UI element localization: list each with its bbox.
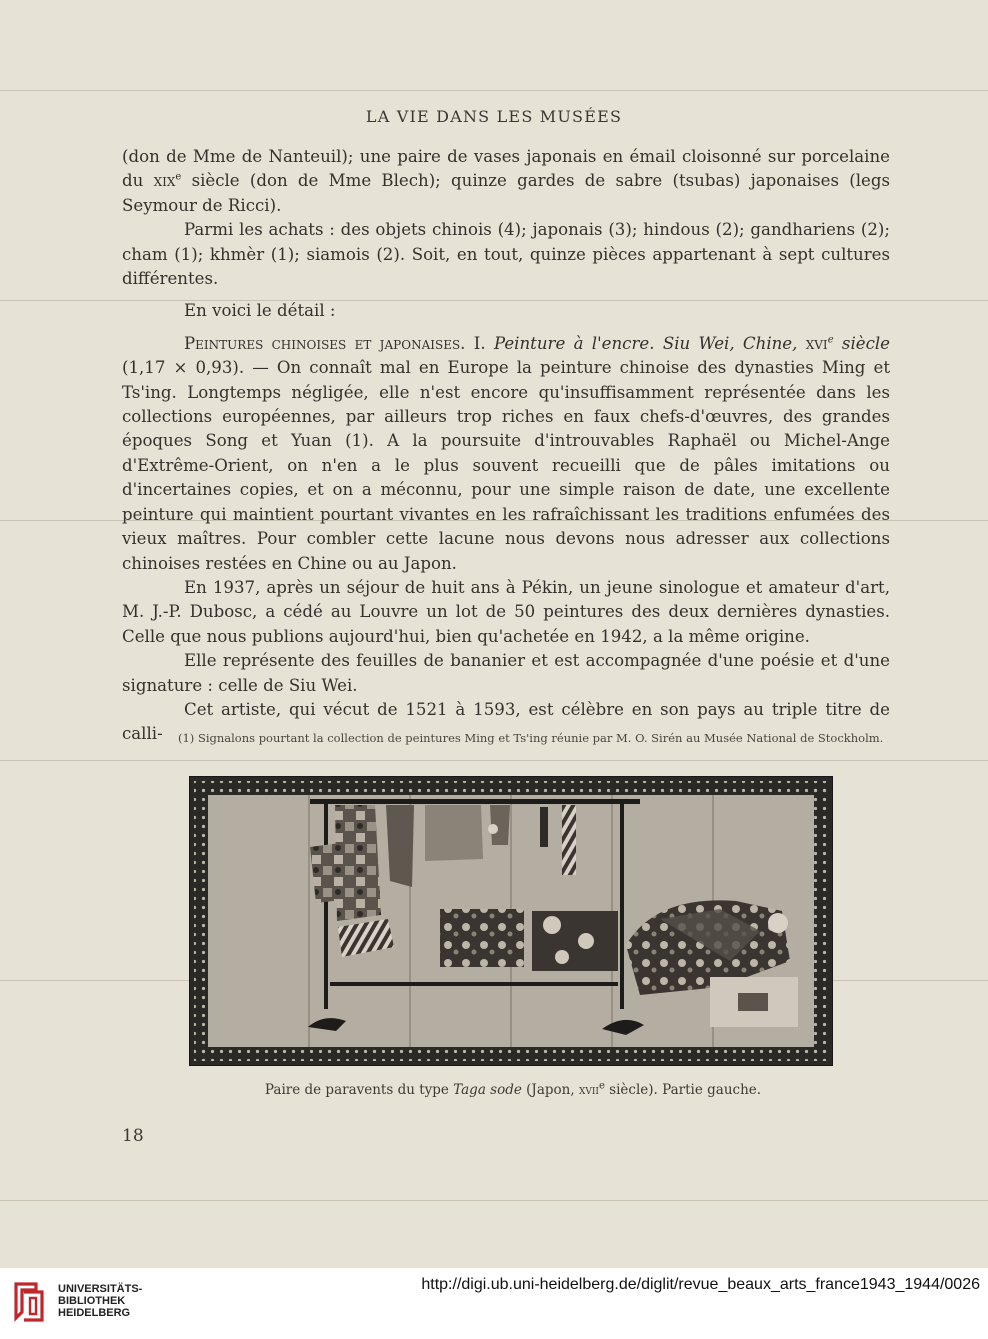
figure-caption: Paire de paravents du type Taga sode (Japon, xvii$^e$ siècle). Partie gauche.	[264, 1080, 762, 1098]
paragraph-7: Cet artiste, qui vécut de 1521 à 1593, est célèbre en son pays au triple titre de calli-	[122, 699, 890, 744]
paragraph-5: En 1937, après un séjour de huit ans à Pékin, un jeune sinologue et amateur d'art, M. J.-P. Dubosc, a cédé au Louvre un lot de 50 peintures des deux dernières dynasties. Celle que nous publions aujourd'hui, bien qu'achetée en 1942, a la même origine.	[122, 577, 890, 646]
paragraph-1: (don de Mme de Nanteuil); une paire de vases japonais en émail cloisonné sur porcelaine du xix$^e$ siècle (don de Mme Blech); quinze gardes de sabre (tsubas) japonaises (legs Seymour de Ricci).	[122, 147, 890, 215]
university-library-logo-icon	[10, 1278, 50, 1326]
footnote: (1) Signalons pourtant la collection de peintures Ming et Ts'ing réunie par M. O. Sirén au Musée National de Stockholm.	[178, 731, 884, 745]
article-body	[122, 145, 890, 747]
library-name: UNIVERSITÄTS- BIBLIOTHEK HEIDELBERG	[58, 1283, 143, 1319]
source-url-link[interactable]: http://digi.ub.uni-heidelberg.de/diglit/revue_beaux_arts_france1943_1944/0026	[421, 1276, 980, 1293]
paragraph-6: Elle représente des feuilles de bananier et est accompagnée d'une poésie et d'une signature : celle de Siu Wei.	[122, 651, 890, 695]
paragraph-2: Parmi les achats : des objets chinois (4); japonais (3); hindous (2); gandhariens (2); cham (1); khmèr (1); siamois (2). Soit, en tout, quinze pièces appartenant à sept cultures différentes.	[122, 220, 890, 289]
folding-screen-photograph	[189, 776, 833, 1066]
paragraph-4: Peintures chinoises et japonaises. I. Peinture à l'encre. Siu Wei, Chine, xvi$^e$ siècle (1,17 × 0,93). — On connaît mal en Europe la peinture chinoise des dynasties Ming et Ts'ing. Longtemps négligée, elle n'est encore qu'insuffisamment représentée dans les collections européennes, par ailleurs trop riches en faux chefs-d'œuvres, des grandes époques Song et Yuan (1). A la poursuite d'introuvables Raphaël ou Michel-Ange d'Extrême-Orient, on n'en a le plus souvent recueilli que de pâles imitations ou d'incertaines copies, et on a méconnu, pour une simple raison de date, une excellente peinture qui maintient pourtant vivantes en les rafraîchissant les traditions enfumées des vieux maîtres. Pour combler cette lacune nous devons nous adresser aux collections chinoises restées en Chine ou au Japon.	[122, 333, 890, 573]
running-title: LA VIE DANS LES MUSÉES	[365, 107, 623, 126]
paragraph-3: En voici le détail :	[184, 301, 336, 321]
page-number: 18	[122, 1126, 144, 1146]
section-heading: Peintures chinoises et japonaises.	[184, 333, 466, 353]
